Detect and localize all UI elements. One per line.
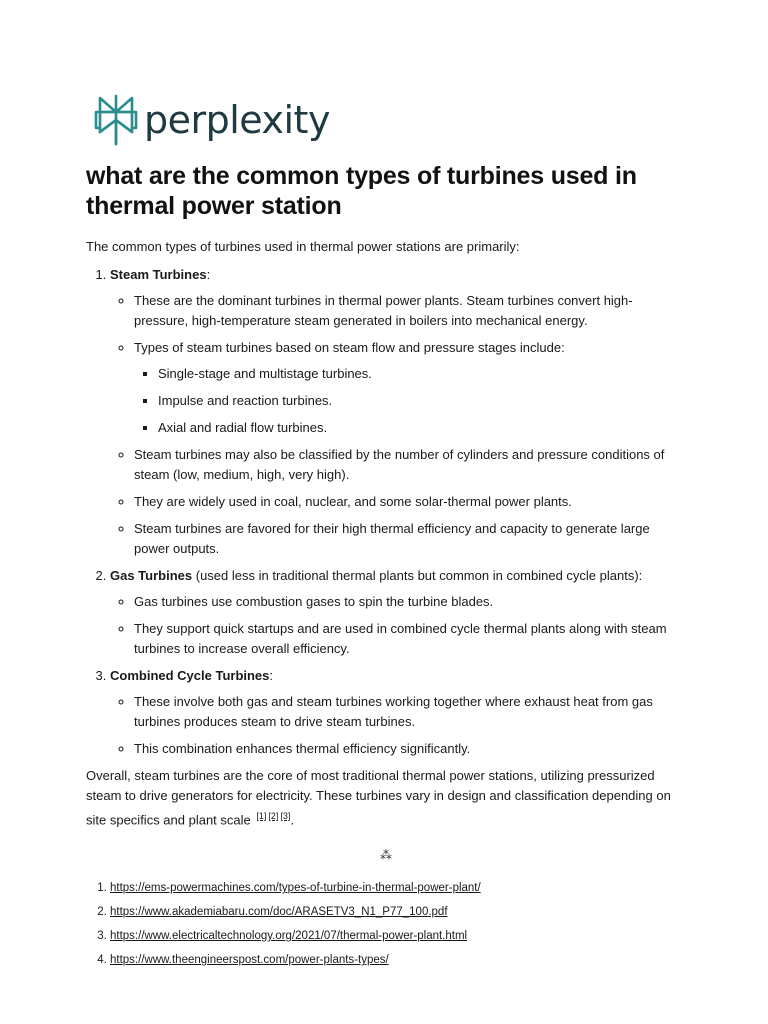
citation-1[interactable]: [1]: [256, 811, 267, 821]
steam-type-list: [134, 364, 686, 438]
steam-bullets: [110, 291, 686, 559]
reference-item: [110, 904, 686, 920]
list-item: ◦ Steam turbines may also be classified by the number of cylinders and pressure conditions of steam (low, medium, high, very high).: [134, 445, 686, 485]
item-title: Steam Turbines: [110, 267, 207, 282]
gas-bullets: [110, 592, 686, 659]
brand-name: perplexity: [144, 98, 330, 142]
list-item: ◦ Steam turbines are favored for their high thermal efficiency and capacity to generate large power outputs.: [134, 519, 686, 559]
item-suffix: :: [269, 668, 274, 683]
list-item-combined: [110, 666, 686, 759]
combined-bullets: [110, 692, 686, 759]
answer-content: [86, 161, 686, 976]
turbine-list: [86, 265, 686, 759]
item-suffix: (used less in traditional thermal plants but common in combined cycle plants):: [192, 568, 643, 583]
reference-link[interactable]: https://www.electricaltechnology.org/2021/07/thermal-power-plant.html: [110, 930, 468, 943]
question-title: what are the common types of turbines used in thermal power station: [86, 162, 637, 220]
section-divider: ⁂: [380, 848, 392, 863]
list-item: ▪ Impulse and reaction turbines.: [158, 391, 686, 411]
reference-item: [110, 952, 686, 968]
intro-text: The common types of turbines used in thermal power stations are primarily:: [86, 239, 520, 254]
list-item: ◦ These involve both gas and steam turbines working together where exhaust heat from gas turbines produces steam to drive steam turbines.: [134, 692, 686, 732]
list-item: ▪ Single-stage and multistage turbines.: [158, 364, 686, 384]
list-item: ▪ Axial and radial flow turbines.: [158, 418, 686, 438]
reference-link[interactable]: https://www.akademiabaru.com/doc/ARASETV3_N1_P77_100.pdf: [110, 906, 448, 919]
perplexity-logo: [94, 94, 330, 146]
references-list: [86, 880, 686, 968]
list-item-steam: [110, 265, 686, 559]
citation-3[interactable]: [3]: [280, 811, 291, 821]
list-item: ◦ They are widely used in coal, nuclear, and some solar-thermal power plants.: [134, 492, 686, 512]
list-item-gas: [110, 566, 686, 659]
bullet-text: Types of steam turbines based on steam flow and pressure stages include:: [134, 340, 565, 355]
list-item: ◦ This combination enhances thermal efficiency significantly.: [134, 739, 686, 759]
closing-paragraph: [86, 766, 686, 830]
closing-period: .: [290, 812, 295, 828]
perplexity-logo-icon: [94, 94, 138, 146]
item-title: Combined Cycle Turbines: [110, 668, 270, 683]
reference-link[interactable]: https://ems-powermachines.com/types-of-turbine-in-thermal-power-plant/: [110, 882, 481, 895]
item-title: Gas Turbines: [110, 568, 193, 583]
list-item: [134, 338, 686, 438]
list-item: ◦ Gas turbines use combustion gases to spin the turbine blades.: [134, 592, 686, 612]
reference-link[interactable]: https://www.theengineerspost.com/power-plants-types/: [110, 954, 389, 967]
list-item: ◦ These are the dominant turbines in thermal power plants. Steam turbines convert high-pressure, high-temperature steam generated in boilers into mechanical energy.: [134, 291, 686, 331]
citation-2[interactable]: [2]: [268, 811, 279, 821]
reference-item: [110, 928, 686, 944]
closing-text: Overall, steam turbines are the core of most traditional thermal power stations, utilizing pressurized steam to drive generators for electricity. These turbines vary in design and classification depending on site specifics and plant scale: [86, 768, 671, 828]
list-item: ◦ They support quick startups and are used in combined cycle thermal plants along with steam turbines to increase overall efficiency.: [134, 619, 686, 659]
item-suffix: :: [206, 267, 211, 282]
reference-item: [110, 880, 686, 896]
